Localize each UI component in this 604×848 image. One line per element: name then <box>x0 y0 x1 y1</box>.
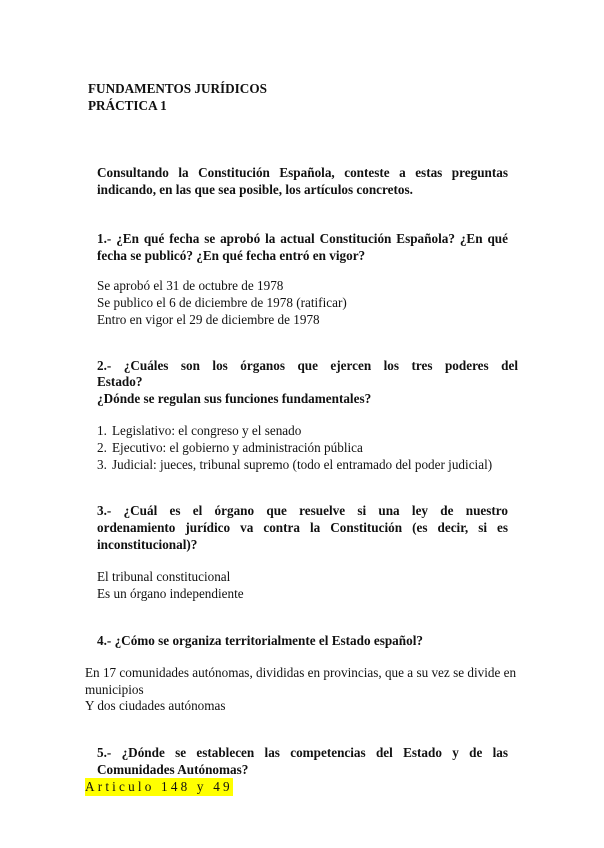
list-item-number: 2. <box>97 440 107 455</box>
course-title: FUNDAMENTOS JURÍDICOS <box>88 81 267 96</box>
question-2-line-2: Estado? <box>97 374 143 389</box>
question-5-line-2: Comunidades Autónomas? <box>97 762 249 777</box>
answer-1-line-1: Se aprobó el 31 de octubre de 1978 <box>97 278 284 293</box>
answer-5-highlighted: Articulo 148 y 49 <box>85 779 233 794</box>
question-1-line-1: 1.- ¿En qué fecha se aprobó la actual Constitución Española? ¿En qué <box>97 231 508 246</box>
question-3-line-3: inconstitucional)? <box>97 537 198 552</box>
question-5-line-1: 5.- ¿Dónde se establecen las competencias del Estado y de las <box>97 745 508 760</box>
answer-3-line-2: Es un órgano independiente <box>97 586 244 601</box>
answer-1-line-2: Se publico el 6 de diciembre de 1978 (ratificar) <box>97 295 347 310</box>
list-item <box>97 422 301 440</box>
list-item-number: 1. <box>97 423 107 438</box>
answer-4-line-3: Y dos ciudades autónomas <box>85 698 226 713</box>
question-2-line-3: ¿Dónde se regulan sus funciones fundamentales? <box>97 391 372 406</box>
list-item-number: 3. <box>97 457 107 472</box>
question-4-line-1: 4.- ¿Cómo se organiza territorialmente el Estado español? <box>97 633 423 648</box>
question-3-line-1: 3.- ¿Cuál es el órgano que resuelve si una ley de nuestro <box>97 503 508 518</box>
list-item-text: Legislativo: el congreso y el senado <box>112 423 302 438</box>
question-3-line-2: ordenamiento jurídico va contra la Constitución (es decir, si es <box>97 520 508 535</box>
answer-3-line-1: El tribunal constitucional <box>97 569 231 584</box>
list-item <box>97 456 492 474</box>
answer-1-line-3: Entro en vigor el 29 de diciembre de 1978 <box>97 312 320 327</box>
list-item-text: Judicial: jueces, tribunal supremo (todo el entramado del poder judicial) <box>112 457 493 472</box>
intro-line-1: Consultando la Constitución Española, conteste a estas preguntas <box>97 165 508 180</box>
answer-4-line-1: En 17 comunidades autónomas, divididas en provincias, que a su vez se divide en <box>85 665 517 680</box>
question-2-line-1: 2.- ¿Cuáles son los órganos que ejercen los tres poderes del <box>97 358 518 373</box>
question-1-line-2: fecha se publicó? ¿En qué fecha entró en vigor? <box>97 248 366 263</box>
answer-4-line-2: municipios <box>85 682 144 697</box>
list-item-text: Ejecutivo: el gobierno y administración pública <box>112 440 363 455</box>
list-item <box>97 439 363 457</box>
intro-line-2: indicando, en las que sea posible, los artículos concretos. <box>97 182 413 197</box>
practice-title: PRÁCTICA 1 <box>88 98 167 113</box>
